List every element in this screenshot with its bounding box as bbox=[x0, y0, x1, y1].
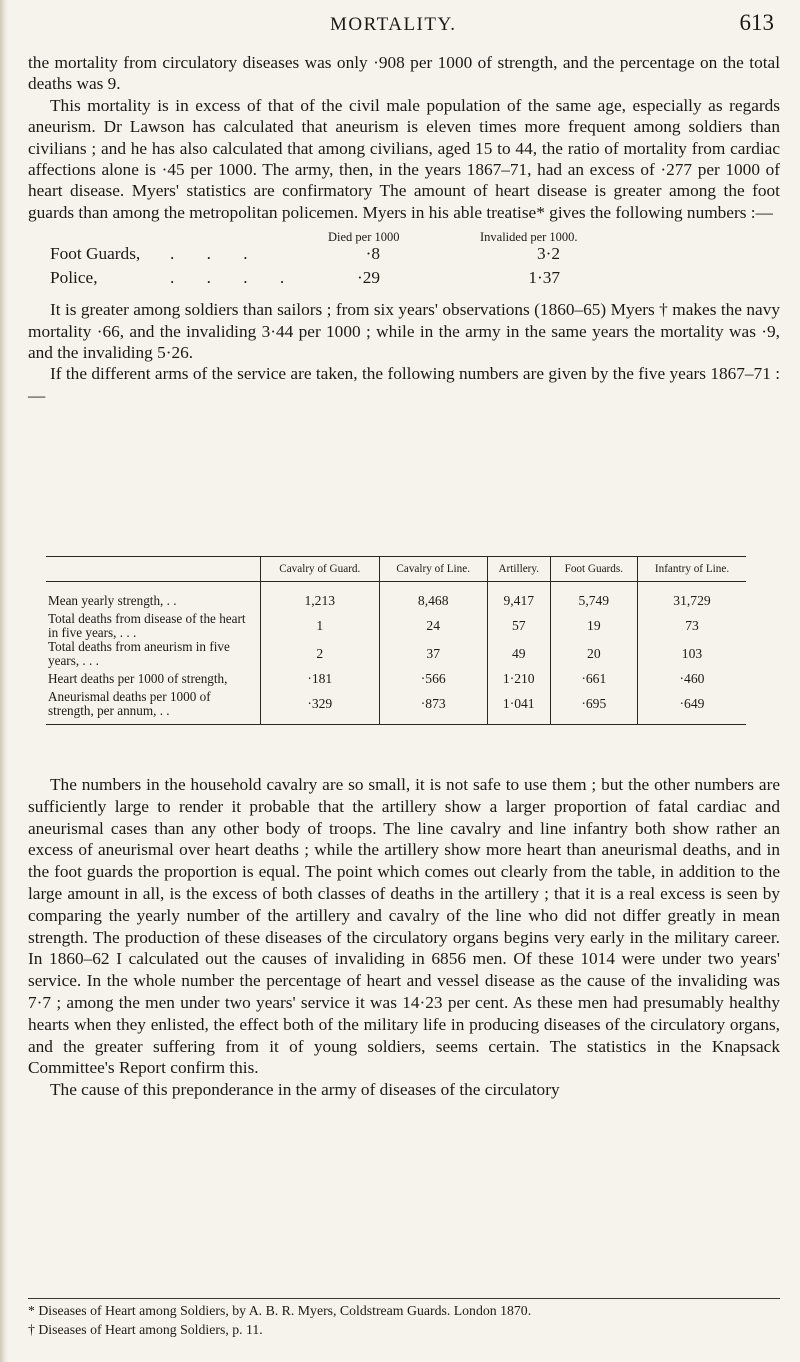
row-label: Foot Guards, bbox=[50, 244, 141, 264]
row-label: Total deaths from aneurism in five years, . . . bbox=[48, 639, 230, 668]
table-row bbox=[46, 612, 746, 640]
died-value: ·29 bbox=[356, 268, 380, 288]
row-label: Police, bbox=[50, 268, 98, 288]
row-label: Mean yearly strength, . . bbox=[48, 593, 177, 608]
table-cell: 8,468 bbox=[379, 582, 487, 613]
table-cell: 1·210 bbox=[487, 668, 550, 690]
table-cell: 1 bbox=[261, 612, 380, 640]
row-label: Total deaths from disease of the heart in five years, . . . bbox=[48, 611, 246, 640]
table-corner bbox=[46, 557, 261, 582]
column-header: Cavalry of Line. bbox=[379, 557, 487, 582]
page-header bbox=[0, 10, 800, 46]
invalided-value: 1·37 bbox=[528, 268, 560, 288]
table-row bbox=[46, 582, 746, 613]
table-cell: ·460 bbox=[638, 668, 747, 690]
table-cell: 24 bbox=[379, 612, 487, 640]
table-row bbox=[46, 690, 746, 725]
table-cell: ·181 bbox=[261, 668, 380, 690]
table-cell: 19 bbox=[550, 612, 637, 640]
table-cell: 9,417 bbox=[487, 582, 550, 613]
table-cell: 49 bbox=[487, 640, 550, 668]
paragraph: The cause of this preponderance in the army of diseases of the circulatory bbox=[50, 1080, 560, 1100]
running-title: MORTALITY. bbox=[330, 14, 457, 35]
table-cell: 73 bbox=[638, 612, 747, 640]
row-label: Heart deaths per 1000 of strength, bbox=[48, 671, 228, 686]
paragraph: This mortality is in excess of that of the civil male population of the same age, especially as regards aneurism. Dr Lawson has calculated that aneurism is eleven times more frequent among soldiers than civilians ; and he has also calculated that among civilians, aged 15 to 44, the ratio of mortality from cardiac affections alone is ·45 per 1000. The army, then, in the years 1867–71, had an excess of ·277 per 1000 of heart disease. Myers' statistics are confirmatory The amount of heart disease is greater among the foot guards than among the metropolitan policemen. Myers in his able treatise* gives the following numbers :— bbox=[28, 95, 780, 222]
column-header-invalided: Invalided per 1000. bbox=[480, 230, 578, 245]
table-cell: 31,729 bbox=[638, 582, 747, 613]
arms-of-service-table bbox=[46, 556, 746, 725]
footnotes bbox=[28, 1298, 780, 1339]
invalided-value: 3·2 bbox=[536, 244, 560, 264]
leader-dots: . . . . bbox=[170, 268, 299, 288]
table-header-row bbox=[46, 557, 746, 582]
table-cell: 1,213 bbox=[261, 582, 380, 613]
table-cell: 37 bbox=[379, 640, 487, 668]
died-value: ·8 bbox=[365, 244, 380, 264]
page-number: 613 bbox=[739, 10, 774, 35]
table-cell: ·873 bbox=[379, 690, 487, 725]
table-cell: 2 bbox=[261, 640, 380, 668]
table-cell: 1·041 bbox=[487, 690, 550, 725]
paragraph: The numbers in the household cavalry are so small, it is not safe to use them ; but the other numbers are sufficiently large to render it probable that the artillery show a larger proportion of fatal cardiac and aneurismal cases than any other body of troops. The line cavalry and line infantry both show rather an excess of aneurismal over heart deaths ; while the artillery show more heart than aneurismal deaths, and in the foot guards the proportion is equal. The point which comes out clearly from the table, in addition to the large amount in all, is the excess of both classes of deaths in the artillery ; that it is a real excess is seen by comparing the yearly number of the artillery and cavalry of the line who did not differ greatly in mean strength. The production of these diseases of the circulatory organs begins very early in the military career. In 1860–62 I calculated out the causes of invaliding in 6856 men. Of these 1014 were under two years' service. In the whole number the percentage of heart and vessel disease as the cause of the invaliding was 7·7 ; among the men under two years' service it was 14·23 per cent. As these men had presumably healthy hearts when they enlisted, the effect both of the military life in producing diseases of the circulatory organs, and the greater suffering from it of young soldiers, seems certain. The statistics in the Knapsack Committee's Report confirm this. bbox=[28, 775, 780, 1078]
column-header: Cavalry of Guard. bbox=[261, 557, 380, 582]
paragraph: the mortality from circulatory diseases was only ·908 per 1000 of strength, and the percentage on the total deaths was 9. bbox=[28, 53, 780, 94]
foot-guards-police-table bbox=[28, 227, 648, 293]
column-header: Foot Guards. bbox=[550, 557, 637, 582]
body-text-lower bbox=[28, 774, 780, 1101]
page-gutter-shadow bbox=[0, 0, 8, 1362]
table-cell: 103 bbox=[638, 640, 747, 668]
table-cell: 5,749 bbox=[550, 582, 637, 613]
column-header: Artillery. bbox=[487, 557, 550, 582]
footnote: * Diseases of Heart among Soldiers, by A. B. R. Myers, Coldstream Guards. London 1870. bbox=[28, 1303, 532, 1318]
table-cell: 20 bbox=[550, 640, 637, 668]
table-cell: ·649 bbox=[638, 690, 747, 725]
table-row bbox=[46, 640, 746, 668]
table-cell: ·661 bbox=[550, 668, 637, 690]
paragraph: If the different arms of the service are taken, the following numbers are given by the five years 1867–71 :— bbox=[28, 364, 780, 405]
leader-dots: . . . bbox=[170, 244, 262, 264]
row-label: Aneurismal deaths per 1000 of strength, per annum, . . bbox=[46, 690, 261, 725]
table-cell: ·329 bbox=[261, 690, 380, 725]
column-header: Infantry of Line. bbox=[638, 557, 747, 582]
body-text-upper bbox=[28, 52, 780, 406]
table-cell: 57 bbox=[487, 612, 550, 640]
table-cell: ·695 bbox=[550, 690, 637, 725]
table-row bbox=[46, 668, 746, 690]
paragraph: It is greater among soldiers than sailors ; from six years' observations (1860–65) Myers † makes the navy mortality ·66, and the invaliding 3·44 per 1000 ; while in the army in the same years the mortality was ·9, and the invaliding 5·26. bbox=[28, 300, 780, 363]
footnote: † Diseases of Heart among Soldiers, p. 11. bbox=[28, 1322, 263, 1337]
table-cell: ·566 bbox=[379, 668, 487, 690]
column-header-died: Died per 1000 bbox=[328, 230, 400, 245]
